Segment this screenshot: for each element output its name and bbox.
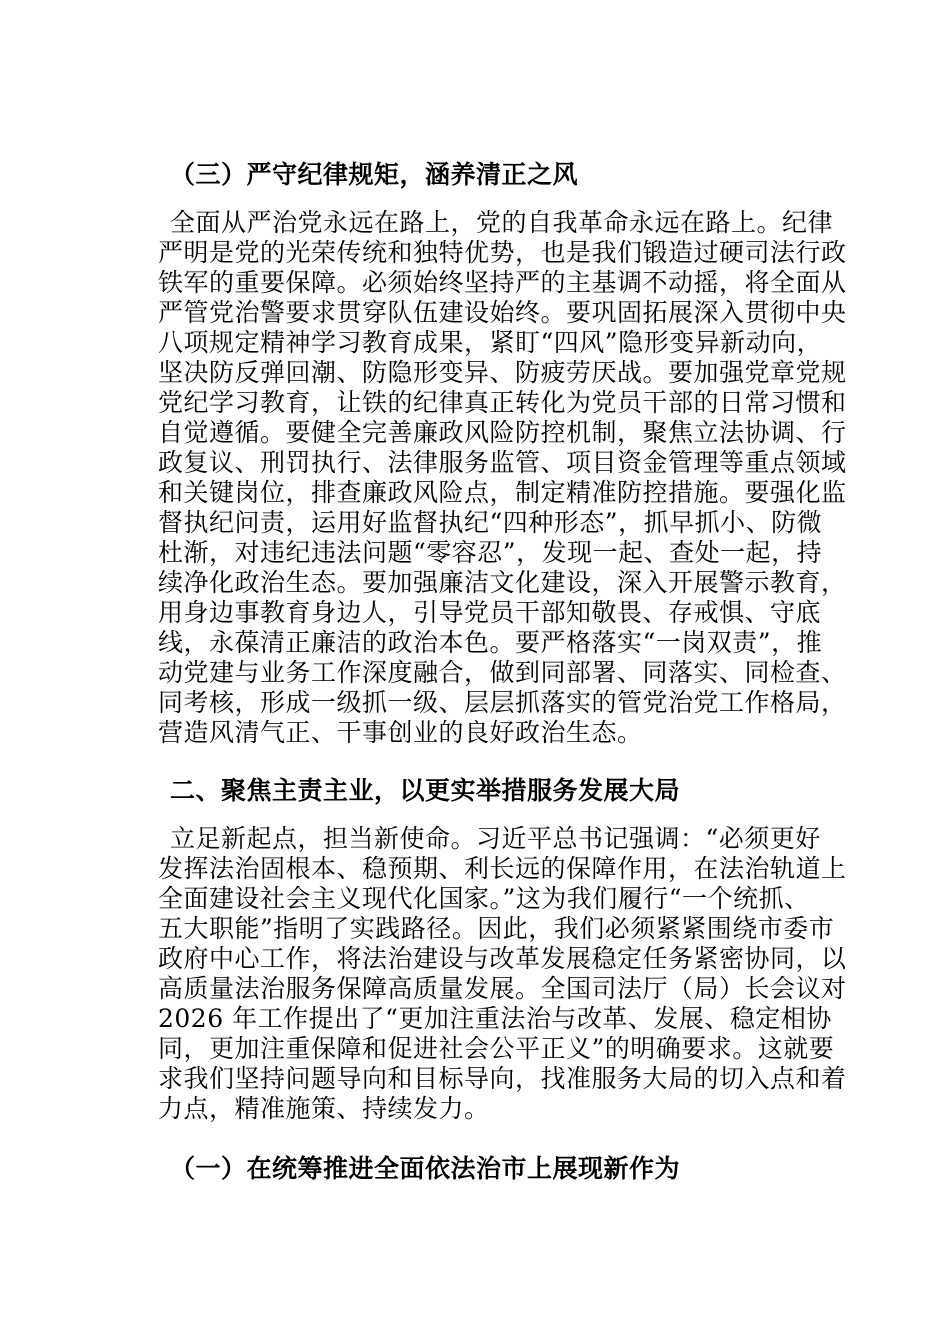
development-paragraph [158,824,847,1124]
paragraph-line: 同，更加注重保障和促进社会公平正义”的明确要求。这就要 [158,1034,835,1063]
paragraph-line: 五大职能”指明了实践路径。因此，我们必须紧紧围绕市委市 [158,914,835,943]
paragraph-line: 严明是党的光荣传统和独特优势，也是我们锻造过硬司法行政 [158,238,847,267]
paragraph-line: 动党建与业务工作深度融合，做到同部署、同落实、同检查、 [158,658,847,687]
paragraph-line: 全面建设社会主义现代化国家。”这为我们履行“一个统抓、 [158,884,810,913]
discipline-paragraph [158,208,847,748]
subsection-1-heading: （一）在统筹推进全面依法治市上展现新作为 [170,1154,681,1183]
paragraph-line: 2026 年工作提出了“更加注重法治与改革、发展、稳定相协 [158,1004,832,1033]
paragraph-line: 高质量法治服务保障高质量发展。全国司法厅（局）长会议对 [158,974,847,1003]
paragraph-line: 和关键岗位，排查廉政风险点，制定精准防控措施。要强化监 [158,478,847,507]
paragraph-line: 力点，精准施策、持续发力。 [158,1094,490,1123]
paragraph-line: 发挥法治固根本、稳预期、利长远的保障作用，在法治轨道上 [158,854,847,883]
paragraph-line: 杜渐，对违纪违法问题“零容忍”，发现一起、查处一起，持 [158,538,823,567]
section-2-heading: 二、聚焦主责主业，以更实举措服务发展大局 [170,776,681,805]
paragraph-line: 自觉遵循。要健全完善廉政风险防控机制，聚焦立法协调、行 [158,418,847,447]
paragraph-line: 用身边事教育身边人，引导党员干部知敬畏、存戒惧、守底 [158,598,822,627]
section-3-heading: （三）严守纪律规矩，涵养清正之风 [170,160,579,189]
paragraph-line: 铁军的重要保障。必须始终坚持严的主基调不动摇，将全面从 [158,268,847,297]
paragraph-line: 坚决防反弹回潮、防隐形变异、防疲劳厌战。要加强党章党规 [158,358,847,387]
paragraph-line: 政复议、刑罚执行、法律服务监管、项目资金管理等重点领域 [158,448,847,477]
paragraph-line: 严管党治警要求贯穿队伍建设始终。要巩固拓展深入贯彻中央 [158,298,847,327]
paragraph-line: 立足新起点，担当新使命。习近平总书记强调：“必须更好 [170,824,821,853]
paragraph-line: 营造风清气正、干事创业的良好政治生态。 [158,718,643,747]
paragraph-line: 督执纪问责，运用好监督执纪“四种形态”，抓早抓小、防微 [158,508,823,537]
document-body [158,160,847,1184]
paragraph-line: 八项规定精神学习教育成果，紧盯“四风”隐形变异新动向， [158,328,823,357]
paragraph-line: 续净化政治生态。要加强廉洁文化建设，深入开展警示教育， [158,568,847,597]
paragraph-line: 求我们坚持问题导向和目标导向，找准服务大局的切入点和着 [158,1064,847,1093]
paragraph-line: 同考核，形成一级抓一级、层层抓落实的管党治党工作格局， [158,688,847,717]
paragraph-line: 线，永葆清正廉洁的政治本色。要严格落实“一岗双责”，推 [158,628,823,657]
paragraph-line: 全面从严治党永远在路上，党的自我革命永远在路上。纪律 [170,208,834,237]
paragraph-line: 政府中心工作，将法治建设与改革发展稳定任务紧密协同，以 [158,944,847,973]
paragraph-line: 党纪学习教育，让铁的纪律真正转化为党员干部的日常习惯和 [158,388,847,417]
